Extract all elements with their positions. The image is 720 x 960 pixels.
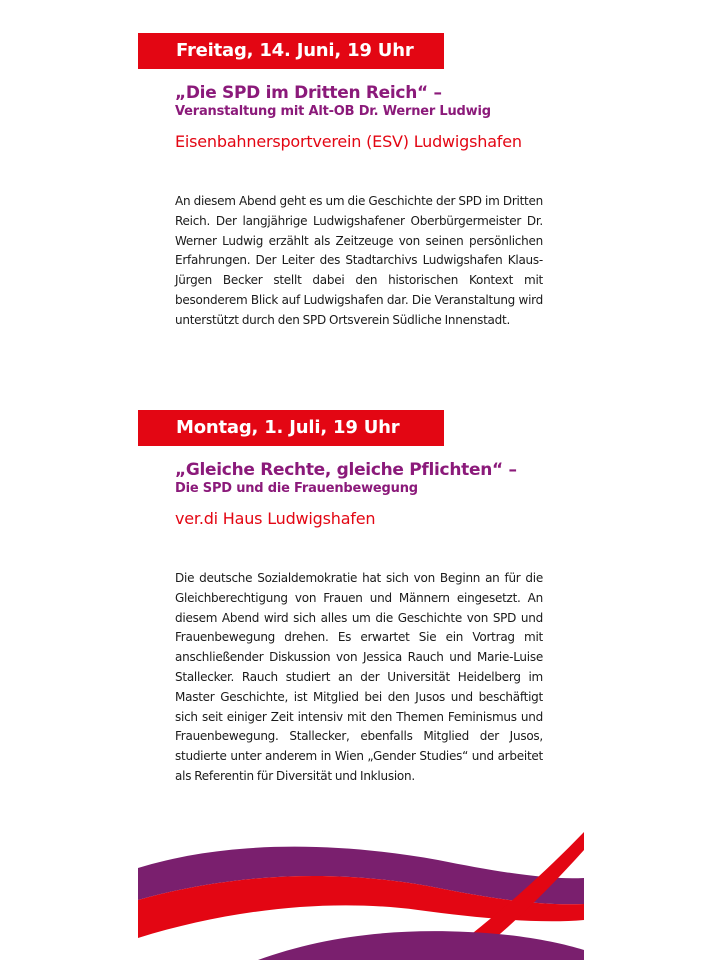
event-1 [138, 33, 584, 331]
swoosh-purple-lower [258, 931, 584, 960]
event-title: „Die SPD im Dritten Reich“ – [175, 83, 442, 103]
event-location: Eisenbahnersportverein (ESV) Ludwigshafen [175, 132, 522, 151]
event-title: „Gleiche Rechte, gleiche Pflichten“ – [175, 460, 517, 480]
decorative-swoosh [138, 820, 584, 960]
event-location: ver.di Haus Ludwigshafen [175, 509, 376, 528]
event-date-banner: Freitag, 14. Juni, 19 Uhr [138, 33, 444, 69]
event-subtitle: Die SPD und die Frauenbewegung [175, 481, 418, 496]
event-description: An diesem Abend geht es um die Geschichte der SPD im Dritten Reich. Der langjährige Ludwigshafener Oberbürgermeister Dr. Werner Ludwig erzählt als Zeitzeuge von seinen persönlichen Erfahrungen. Der Leiter des Stadtarchivs Ludwigshafen Klaus-Jürgen Becker stellt dabei den historischen Kontext mit besonderem Blick auf Ludwigshafen dar. Die Veranstaltung wird unterstützt durch den SPD Ortsverein Südliche Innenstadt. [175, 194, 543, 327]
event-subtitle: Veranstaltung mit Alt-OB Dr. Werner Ludwig [175, 104, 491, 119]
event-date-banner: Montag, 1. Juli, 19 Uhr [138, 410, 444, 446]
flyer-page [138, 0, 584, 960]
event-2 [138, 410, 584, 787]
event-description: Die deutsche Sozialdemokratie hat sich von Beginn an für die Gleichberechtigung von Frauen und Männern eingesetzt. An diesem Abend wird sich alles um die Geschichte von SPD und Frauenbewegung drehen. Es erwartet Sie ein Vortrag mit anschließender Diskussion von Jessica Rauch und Marie-Luise Stallecker. Rauch studiert an der Universität Heidelberg im Master Geschichte, ist Mitglied bei den Jusos und beschäftigt sich seit einiger Zeit intensiv mit den Themen Feminismus und Frauenbewegung. Stallecker, ebenfalls Mitglied der Jusos, studierte unter anderem in Wien „Gender Studies“ und arbeitet als Referentin für Diversität und Inklusion. [175, 571, 543, 783]
